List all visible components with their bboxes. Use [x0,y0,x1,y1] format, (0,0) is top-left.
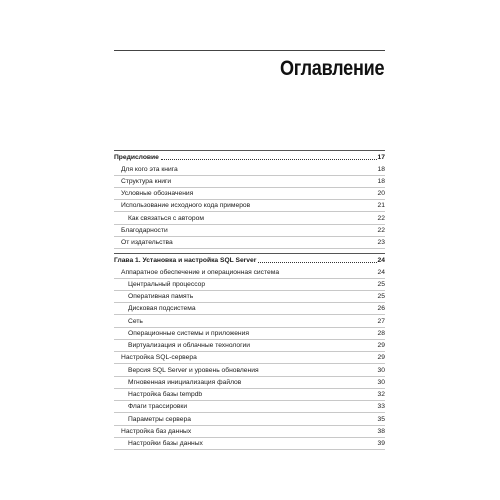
toc-entry-title: Условные обозначения [121,190,194,197]
toc-entry[interactable] [114,364,385,376]
toc-entry-title: Мгновенная инициализация файлов [128,378,242,386]
toc-entry-page-number: 27 [377,317,385,325]
toc-entry[interactable] [114,303,385,315]
toc-entry[interactable] [114,352,385,364]
toc-entry-page-number: 32 [377,391,385,398]
toc-entry-page-number: 28 [377,329,385,337]
toc-entry[interactable] [114,401,385,413]
toc-entry-title: Центральный процессор [128,280,206,288]
toc-entry-page-number: 30 [377,366,385,374]
toc-entry-page-number: 29 [377,342,385,349]
toc-entry[interactable] [114,389,385,401]
top-rule [114,50,385,51]
toc-section [114,151,385,249]
toc-entry-page-number: 26 [377,305,385,313]
toc-entry[interactable] [114,315,385,327]
toc-entry[interactable] [114,163,385,175]
toc-entry[interactable] [114,266,385,278]
toc-entry[interactable] [114,413,385,425]
toc-entry-title: Благодарности [121,226,168,234]
toc-entry-title: Операционные системы и приложения [128,329,249,337]
toc-entry-page-number: 22 [377,214,385,222]
toc-entry-title: Структура книги [121,177,172,185]
toc-entry-page-number: 22 [377,226,385,234]
toc-entry-title: Виртуализация и облачные технологии [128,342,251,349]
toc-entry-page-number: 25 [377,293,385,300]
toc-entry-title: Оперативная память [128,293,194,300]
toc-entry[interactable] [114,291,385,303]
toc-entry-page-number: 38 [377,427,385,435]
toc-entry-title: Версия SQL Server и уровень обновления [128,366,259,374]
toc-entry-page-number: 24 [377,268,385,276]
toc-entry-page-number: 29 [377,354,385,362]
table-of-contents [114,151,385,450]
toc-entry-page-number: 39 [377,440,385,447]
toc-entry-title: Настройки базы данных [128,440,203,447]
toc-chapter-entry[interactable] [114,254,385,266]
toc-entry-page-number: 21 [377,202,385,210]
toc-entry-page-number: 35 [377,415,385,423]
toc-chapter-entry[interactable] [114,151,385,163]
toc-entry-title: Глава 1. Установка и настройка SQL Server [114,257,257,265]
toc-entry-page-number: 17 [377,154,385,162]
toc-entry-page-number: 24 [377,257,385,265]
toc-entry[interactable] [114,225,385,237]
toc-entry-title: Настройка SQL-сервера [121,354,197,362]
toc-entry[interactable] [114,279,385,291]
toc-entry[interactable] [114,212,385,224]
toc-entry-title: Флаги трассировки [128,403,188,411]
toc-entry-page-number: 30 [377,378,385,386]
toc-entry-title: Сеть [128,317,143,325]
section-divider [114,150,385,151]
toc-entry[interactable] [114,176,385,188]
toc-entry-title: Настройка базы tempdb [128,391,203,398]
toc-entry-page-number: 20 [377,190,385,197]
toc-entry-page-number: 18 [377,165,385,173]
dot-leader [161,159,377,160]
toc-entry-title: Использование исходного кода примеров [121,202,251,210]
toc-entry-title: Дисковая подсистема [128,305,196,313]
toc-entry-page-number: 23 [377,239,385,246]
toc-entry[interactable] [114,200,385,212]
section-divider [114,253,385,254]
toc-entry-page-number: 18 [377,177,385,185]
dot-leader [258,262,376,263]
page-title: Оглавление [279,57,384,80]
toc-entry-title: Как связаться с автором [128,214,204,222]
toc-entry[interactable] [114,328,385,340]
toc-entry-title: Настройка баз данных [121,427,192,435]
toc-entry[interactable] [114,188,385,200]
toc-entry-title: Аппаратное обеспечение и операционная система [121,268,280,276]
toc-section [114,254,385,450]
toc-entry-title: От издательства [121,239,173,246]
toc-entry-title: Параметры сервера [128,415,191,423]
toc-entry[interactable] [114,426,385,438]
toc-entry[interactable] [114,237,385,249]
toc-entry-title: Для кого эта книга [121,165,178,173]
toc-entry[interactable] [114,340,385,352]
toc-entry-page-number: 33 [377,403,385,411]
toc-entry-page-number: 25 [377,280,385,288]
toc-entry[interactable] [114,377,385,389]
toc-entry-title: Предисловие [114,154,159,162]
toc-entry[interactable] [114,438,385,450]
